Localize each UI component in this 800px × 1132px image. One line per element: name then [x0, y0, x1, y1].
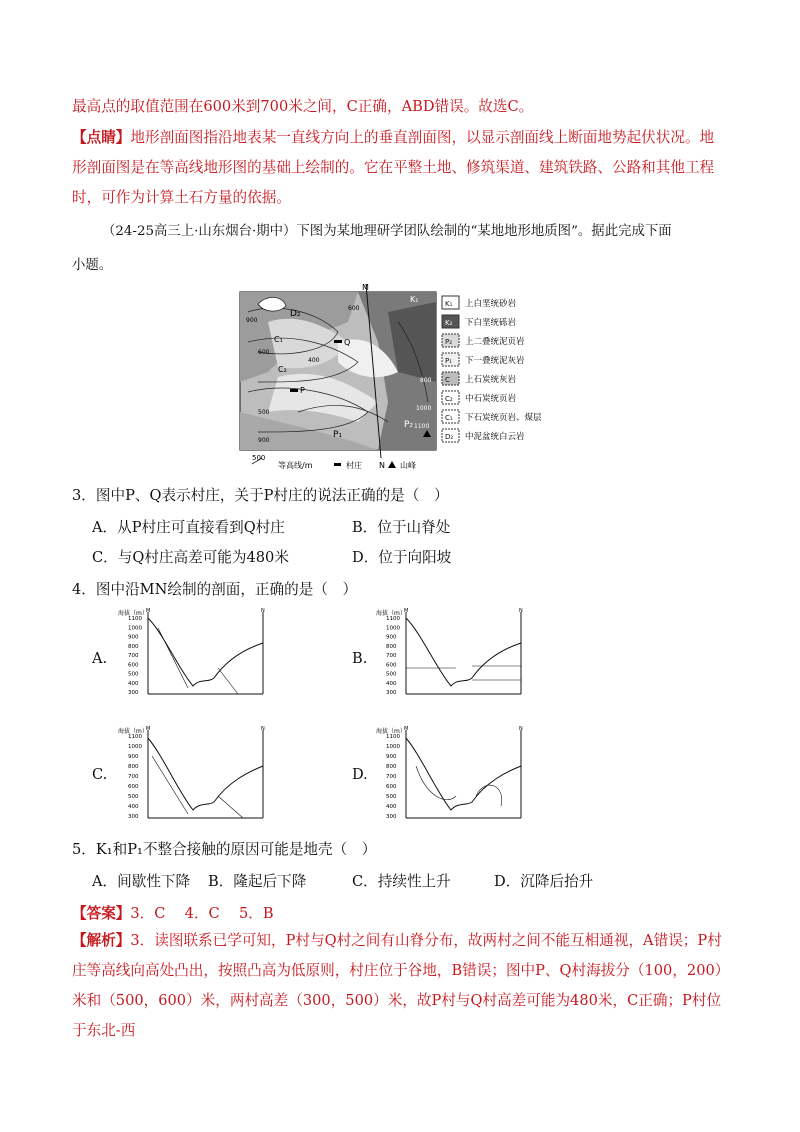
legend-name-0: 上白垩统砂岩: [465, 299, 517, 309]
bottom-legend-contour-value: 500: [252, 454, 266, 462]
profile-c-n: N: [261, 726, 265, 732]
profile-a[interactable]: [118, 608, 278, 700]
profile-tick-label: 500: [128, 671, 139, 678]
profile-tick-label: 1100: [128, 616, 142, 622]
profile-tick-label: 400: [128, 680, 139, 687]
profile-tick-label: 700: [386, 774, 397, 780]
profile-tick-label: 500: [128, 794, 139, 800]
legend-code-6: C₁: [445, 414, 453, 422]
bottom-legend-contour-label: 等高线/m: [278, 461, 313, 470]
profile-c-ylabel: 海拔（m）: [118, 728, 148, 735]
legend-name-3: 下一叠统泥灰岩: [465, 356, 525, 366]
profile-c[interactable]: [118, 726, 278, 824]
q4-option-c-label[interactable]: C.: [92, 766, 108, 783]
contour-800-label: 800: [420, 377, 432, 384]
q3-stem: 3．图中P、Q表示村庄，关于P村庄的说法正确的是（ ）: [72, 487, 449, 504]
profile-b-svg: [376, 608, 536, 696]
village-q-mark: [334, 340, 342, 343]
q3-option-a[interactable]: A．从P村庄可直接看到Q村庄: [92, 519, 285, 536]
profile-tick-label: 600: [386, 662, 397, 669]
map-label-c1: C₁: [274, 335, 283, 344]
profile-b-m: M: [404, 608, 409, 614]
map-svg: [238, 282, 568, 472]
analysis-label: 【解析】: [72, 932, 131, 949]
bottom-legend-peak-icon: [388, 461, 396, 468]
q4-option-a-label[interactable]: A.: [92, 650, 108, 667]
profile-tick-label: 700: [128, 774, 139, 780]
tip-paragraph: [72, 123, 728, 213]
profile-tick-label: 1000: [386, 625, 400, 632]
legend-code-5: C₂: [445, 395, 453, 403]
legend-name-6: 下石炭统页岩、煤层: [465, 413, 542, 423]
q5-stem: 5．K₁和P₁不整合接触的原因可能是地壳（ ）: [72, 841, 377, 858]
legend-name-1: 下白垩统砾岩: [465, 318, 517, 328]
q4-stem: 4．图中沿MN绘制的剖面，正确的是（ ）: [72, 581, 358, 598]
profile-tick-label: 600: [128, 662, 139, 669]
profile-tick-label: 1000: [386, 744, 400, 750]
map-legend: [442, 296, 542, 442]
q3-option-d[interactable]: D．位于向阳坡: [352, 549, 452, 566]
profile-tick-label: 1000: [128, 625, 142, 632]
terrain-geology-map: [238, 282, 568, 476]
map-label-d2: D₂: [290, 309, 301, 319]
profile-tick-label: 300: [386, 814, 397, 820]
profile-tick-label: 1000: [128, 744, 142, 750]
contour-600-label: 600: [258, 349, 270, 356]
profile-tick-label: 800: [128, 643, 139, 650]
profile-b[interactable]: [376, 608, 536, 700]
contour-900b-label: 900: [258, 437, 270, 444]
legend-code-2: P₂: [445, 338, 453, 346]
profile-a-m: M: [146, 608, 151, 614]
answer-label: 【答案】: [72, 905, 131, 922]
map-label-m: M: [362, 283, 369, 292]
profile-c-m: M: [146, 726, 151, 732]
profile-d-n: N: [519, 726, 523, 732]
bottom-legend-village-label: 村庄: [346, 461, 362, 470]
profile-b-ylabel: 海拔（m）: [376, 610, 406, 617]
profile-d-svg: [376, 726, 536, 820]
legend-name-5: 中石炭统页岩: [465, 394, 517, 404]
legend-name-7: 中泥盆统白云岩: [465, 432, 525, 442]
profile-tick-label: 400: [386, 680, 397, 687]
legend-name-4: 上石炭统灰岩: [465, 375, 517, 385]
profile-b-n: N: [519, 608, 523, 614]
map-label-p2: P₂: [404, 420, 414, 430]
profile-tick-label: 800: [386, 643, 397, 650]
profile-tick-label: 500: [386, 671, 397, 678]
profile-tick-label: 300: [386, 690, 397, 696]
profile-d-ylabel: 海拔（m）: [376, 728, 406, 735]
profile-tick-label: 500: [386, 794, 397, 800]
contour-500-label: 500: [258, 409, 270, 416]
q5-option-b[interactable]: B．隆起后下降: [208, 873, 307, 890]
map-label-p1: P₁: [333, 430, 343, 440]
profile-tick-label: 700: [386, 653, 397, 659]
contour-1100-label: 1100: [414, 423, 430, 430]
q5-option-c[interactable]: C．持续性上升: [352, 873, 451, 890]
q5-option-a[interactable]: A．间歇性下降: [92, 873, 191, 890]
analysis-text: 3．读图联系已学可知，P村与Q村之间有山脊分布，故两村之间不能互相通视，A错误；P村庄等高线向高处凸出，按照凸高为低原则，村庄位于谷地，B错误；图中P、Q村海拔分（100，200）米和（500，600）米，两村高差（300，500）米，故P村与Q村高差可能为480米，C正确；P村位于东北-西: [72, 932, 723, 1039]
question-stem-line2: 小题。: [72, 258, 113, 273]
profile-tick-label: 400: [128, 804, 139, 810]
legend-code-1: K₂: [445, 319, 453, 327]
analysis-paragraph: [72, 926, 728, 1046]
map-label-q: Q: [344, 338, 351, 347]
profile-d[interactable]: [376, 726, 536, 824]
profile-tick-label: 800: [128, 764, 139, 770]
bottom-legend-village-icon: [334, 463, 341, 466]
profile-tick-label: 1100: [128, 734, 142, 740]
tip-label: 【点睛】: [72, 129, 131, 146]
intro-answer: 最高点的取值范围在600米到700米之间，C正确，ABD错误。故选C。: [72, 98, 534, 115]
contour-600b-label: 600: [348, 305, 360, 312]
q4-option-d-label[interactable]: D.: [352, 766, 368, 783]
profile-tick-label: 1100: [386, 734, 400, 740]
contour-400-label: 400: [308, 357, 320, 364]
profile-a-n: N: [261, 608, 265, 614]
legend-code-0: K₁: [445, 300, 453, 308]
legend-code-3: P₁: [445, 357, 453, 365]
q4-option-b-label[interactable]: B.: [352, 650, 368, 667]
profile-a-svg: [118, 608, 278, 696]
legend-name-2: 上二叠统泥页岩: [465, 337, 525, 347]
map-label-k1: K₁: [410, 295, 419, 304]
profile-tick-label: 700: [128, 653, 139, 659]
q5-option-d[interactable]: D．沉降后抬升: [494, 873, 594, 890]
profile-tick-label: 600: [386, 784, 397, 790]
profile-tick-label: 300: [128, 814, 139, 820]
tip-text: 地形剖面图指沿地表某一直线方向上的垂直剖面图，以显示剖面线上断面地势起伏状况。地形剖面图是在等高线地形图的基础上绘制的。它在平整土地、修筑渠道、建筑铁路、公路和其他工程时，可作为计算土石方量的依据。: [72, 129, 715, 206]
profile-tick-label: 900: [386, 634, 397, 641]
profile-tick-label: 900: [128, 754, 139, 760]
map-label-p: P: [300, 386, 305, 395]
q3-option-c[interactable]: C．与Q村庄高差可能为480米: [92, 549, 289, 566]
q3-option-b[interactable]: B．位于山脊处: [352, 519, 451, 536]
profile-d-m: M: [404, 726, 409, 732]
profile-tick-label: 900: [128, 634, 139, 641]
profile-tick-label: 300: [128, 690, 139, 696]
profile-tick-label: 600: [128, 784, 139, 790]
map-label-n: N: [379, 461, 385, 470]
map-label-c2: C₂: [278, 365, 287, 374]
legend-code-7: D₂: [445, 433, 454, 441]
profile-tick-label: 400: [386, 804, 397, 810]
profile-c-svg: [118, 726, 278, 820]
bottom-legend-peak-label: 山峰: [400, 461, 416, 470]
answer-line: [72, 902, 274, 923]
profile-a-ylabel: 海拔（m）: [118, 610, 148, 617]
village-p-mark: [290, 389, 298, 392]
question-stem-line1: （24-25高三上·山东烟台·期中）下图为某地理研学团队绘制的“某地地形地质图”。据此完成下面: [102, 224, 672, 239]
contour-1000-label: 1000: [416, 405, 432, 412]
profile-tick-label: 800: [386, 764, 397, 770]
profile-tick-label: 900: [386, 754, 397, 760]
legend-code-4: C: [445, 376, 450, 384]
profile-tick-label: 1100: [386, 616, 400, 622]
answer-text: 3．C 4．C 5．B: [130, 905, 274, 922]
contour-900-label: 900: [246, 317, 258, 324]
